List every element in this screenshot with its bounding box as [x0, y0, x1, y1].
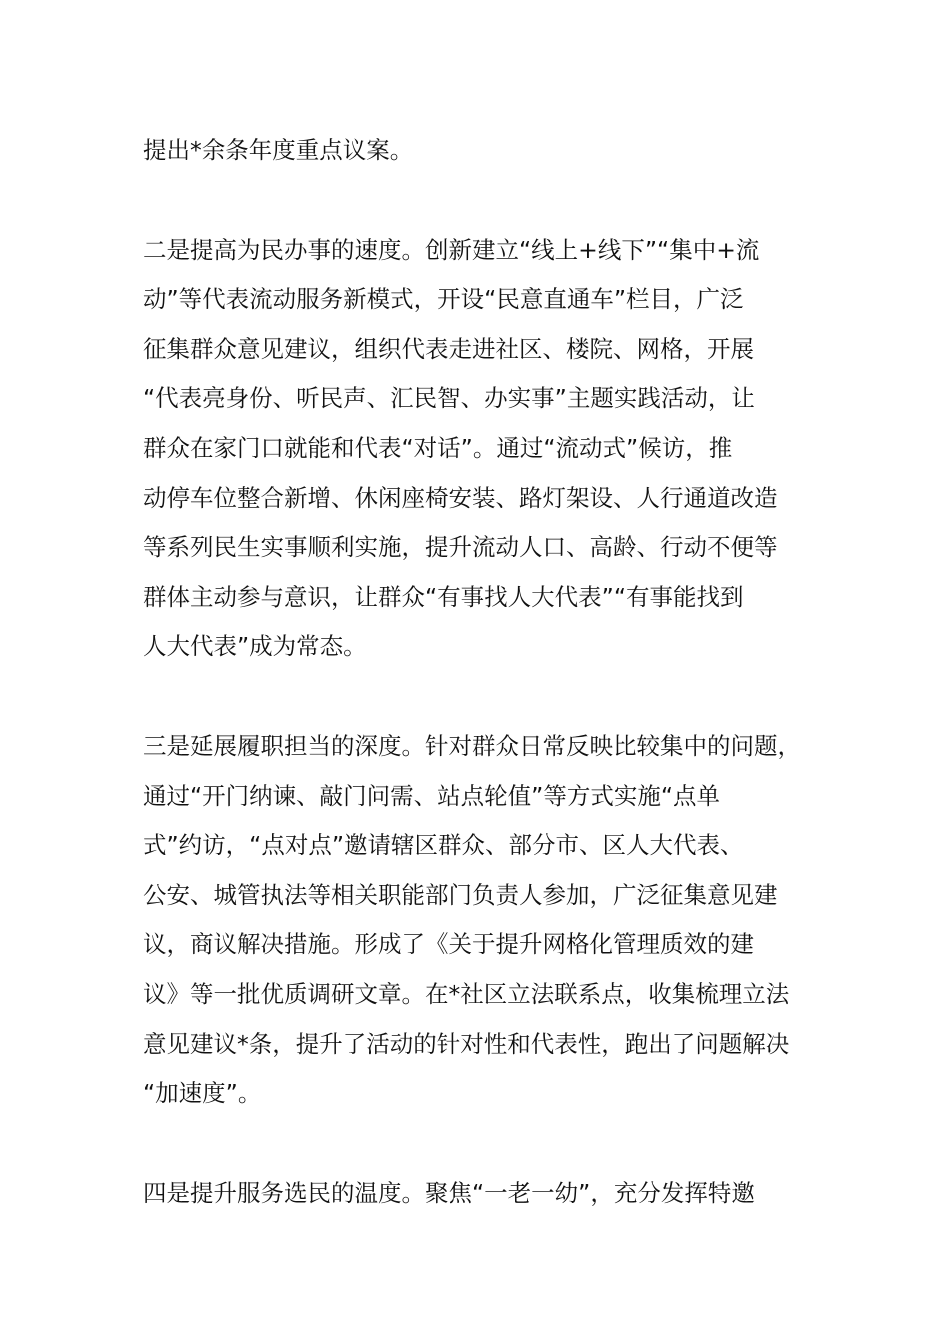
text-line: 人大代表”成为常态。: [143, 632, 367, 661]
paragraph-spacer: [143, 176, 808, 226]
text-line: 式”约访，“点对点”邀请辖区群众、部分市、区人大代表、: [143, 831, 744, 860]
text-line: 群众在家门口就能和代表“对话”。通过“流动式”候访，推: [143, 433, 733, 462]
paragraph-spacer: [143, 1119, 808, 1169]
text-line: 动停车位整合新增、休闲座椅安装、路灯架设、人行通道改造: [143, 483, 778, 512]
text-line: 征集群众意见建议，组织代表走进社区、楼院、网格，开展: [143, 334, 754, 363]
text-line: 议，商议解决措施。形成了《关于提升网格化管理质效的建: [143, 930, 754, 959]
text-line: 等系列民生实事顺利实施，提升流动人口、高龄、行动不便等: [143, 533, 778, 562]
text-line: 二是提高为民办事的速度。创新建立“线上+线下”“集中+流: [143, 235, 760, 264]
text-line: “代表亮身份、听民声、汇民智、办实事”主题实践活动，让: [143, 384, 755, 413]
text-line: 议》等一批优质调研文章。在*社区立法联系点，收集梳理立法: [143, 979, 790, 1008]
text-line: 意见建议*条，提升了活动的针对性和代表性，跑出了问题解决: [143, 1029, 790, 1058]
text-line: “加速度”。: [143, 1079, 262, 1108]
paragraph-warmth: [143, 1169, 808, 1219]
document-body: [143, 126, 808, 1218]
text-line: 四是提升服务选民的温度。聚焦“一老一幼”，充分发挥特邀: [143, 1178, 755, 1207]
text-line: 群体主动参与意识，让群众“有事找人大代表”“有事能找到: [143, 582, 744, 611]
paragraph-speed: [143, 226, 808, 672]
paragraph-depth: [143, 722, 808, 1119]
text-line: 提出*余条年度重点议案。: [143, 136, 414, 164]
text-line: 三是延展履职担当的深度。针对群众日常反映比较集中的问题，: [143, 731, 801, 760]
text-line: 动”等代表流动服务新模式，开设“民意直通车”栏目，广泛: [143, 285, 744, 314]
text-line: 通过“开门纳谏、敲门问需、站点轮值”等方式实施“点单: [143, 781, 721, 810]
paragraph-spacer: [143, 672, 808, 722]
text-line: 公安、城管执法等相关职能部门负责人参加，广泛征集意见建: [143, 880, 778, 909]
paragraph-closing-line: [143, 126, 808, 176]
